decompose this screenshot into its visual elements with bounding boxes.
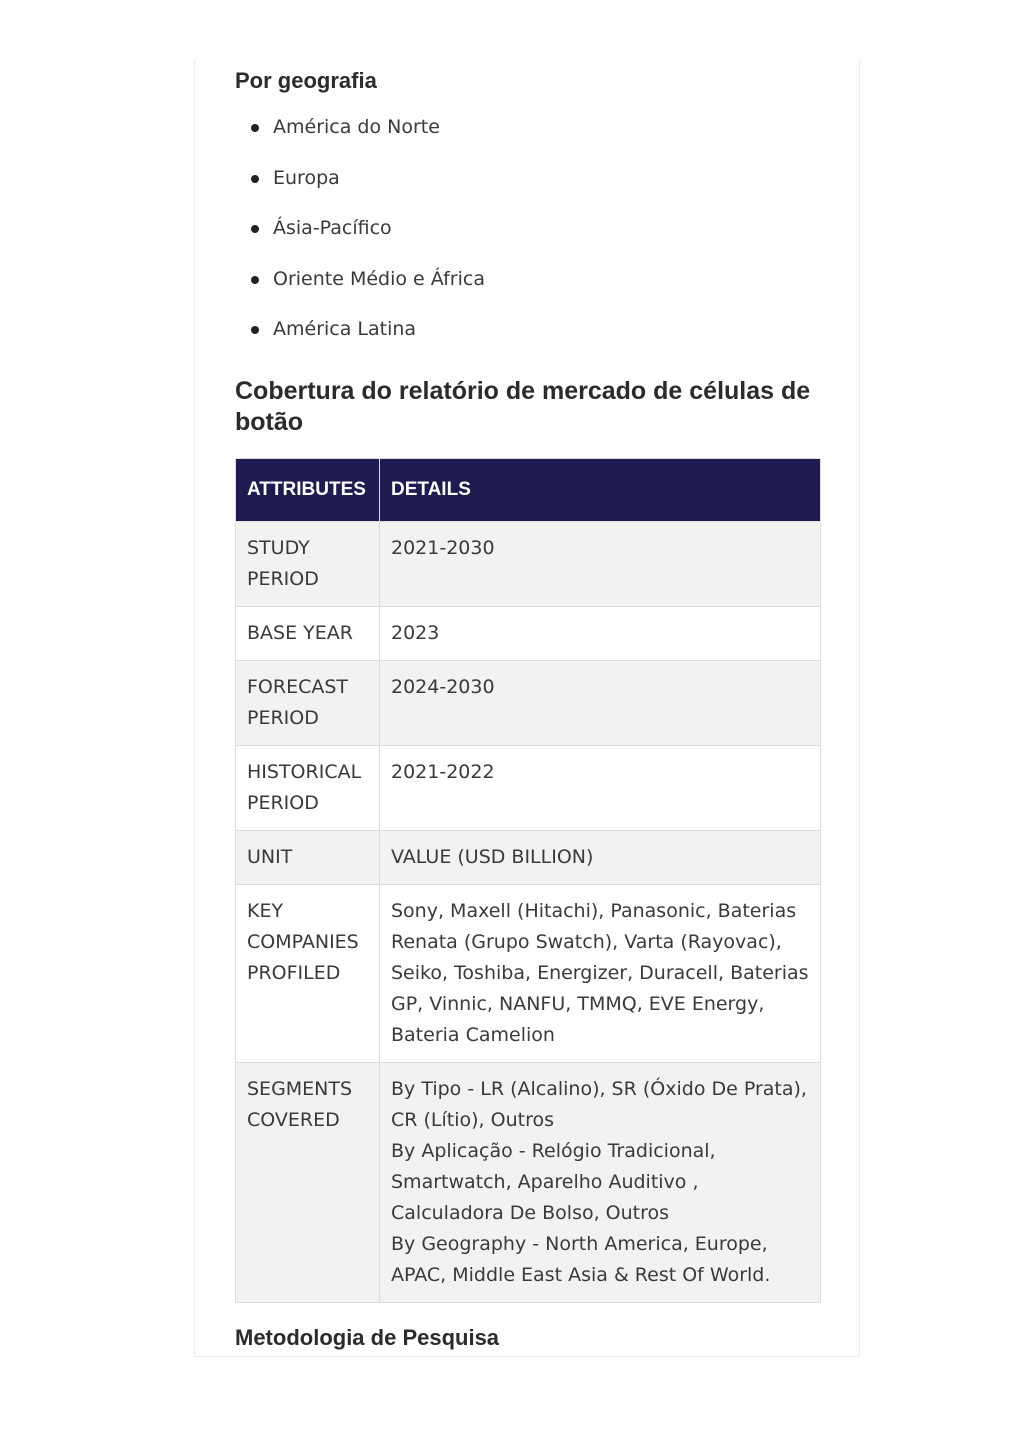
geography-item-label: América do Norte (273, 116, 440, 138)
details-cell (380, 1062, 821, 1302)
attribute-cell: BASE YEAR (236, 606, 380, 660)
column-header-details: DETAILS (380, 458, 821, 521)
geography-item-label: América Latina (273, 318, 417, 340)
attribute-cell: UNIT (236, 830, 380, 884)
details-cell: 2021-2030 (380, 521, 821, 606)
column-header-attributes: ATTRIBUTES (236, 458, 380, 521)
bullet-icon (251, 124, 259, 132)
list-item (235, 316, 821, 367)
attribute-cell: HISTORICAL PERIOD (236, 745, 380, 830)
geography-item-label: Oriente Médio e África (273, 267, 485, 290)
coverage-table (235, 458, 821, 1303)
attribute-cell: FORECAST PERIOD (236, 660, 380, 745)
segment-application: By Aplicação - Relógio Tradicional, Smartwatch, Aparelho Auditivo , Calculadora De Bolso, Outros (391, 1139, 716, 1224)
list-item (235, 114, 821, 165)
list-item (235, 215, 821, 266)
table-row (236, 1062, 821, 1302)
article-content (235, 60, 821, 1353)
bullet-icon (251, 175, 259, 183)
list-item (235, 165, 821, 216)
geography-item-label: Europa (273, 166, 340, 189)
attribute-cell: KEY COMPANIES PROFILED (236, 884, 380, 1062)
table-row (236, 660, 821, 745)
segment-type: By Tipo - LR (Alcalino), SR (Óxido De Prata), CR (Lítio), Outros (391, 1077, 807, 1131)
details-cell: 2021-2022 (380, 745, 821, 830)
list-item (235, 266, 821, 317)
methodology-heading: Metodologia de Pesquisa (235, 1324, 500, 1350)
bullet-icon (251, 326, 259, 334)
table-row (236, 606, 821, 660)
table-row (236, 521, 821, 606)
attribute-cell: STUDY PERIOD (236, 521, 380, 606)
table-row (236, 830, 821, 884)
table-row (236, 884, 821, 1062)
geography-item-label: Ásia-Pacífico (273, 217, 392, 239)
details-cell: Sony, Maxell (Hitachi), Panasonic, Baterias Renata (Grupo Swatch), Varta (Rayovac), Seiko, Toshiba, Energizer, Duracell, Baterias GP, Vinnic, NANFU, TMMQ, EVE Energy, Bateria Camelion (380, 884, 821, 1062)
segment-geography: By Geography - North America, Europe, APAC, Middle East Asia & Rest Of World. (391, 1232, 771, 1286)
content-card (194, 60, 860, 1357)
bullet-icon (251, 276, 259, 284)
coverage-heading: Cobertura do relatório de mercado de células de botão (235, 376, 811, 436)
table-header-row (236, 458, 821, 521)
details-cell: VALUE (USD BILLION) (380, 830, 821, 884)
attribute-cell: SEGMENTS COVERED (236, 1062, 380, 1302)
bullet-icon (251, 225, 259, 233)
details-cell: 2023 (380, 606, 821, 660)
geography-list (235, 114, 821, 367)
table-row (236, 745, 821, 830)
geography-heading: Por geografia (235, 68, 377, 93)
details-cell: 2024-2030 (380, 660, 821, 745)
